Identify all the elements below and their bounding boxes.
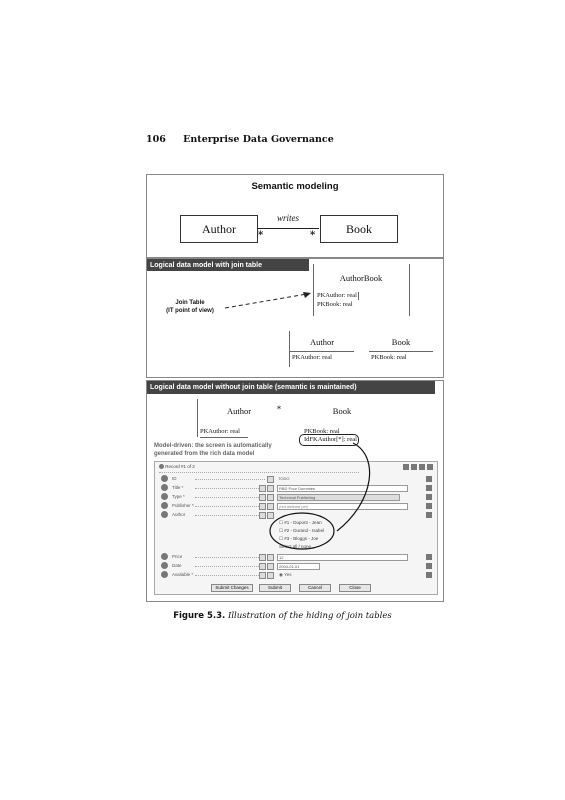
available-radio[interactable]: ◉ Yes — [279, 572, 292, 577]
type-select[interactable]: Technical Publishing — [277, 494, 400, 501]
note-line-1: Model-driven: the screen is automatically — [154, 443, 272, 449]
form-header-text: Record #1 of 2 — [165, 464, 195, 469]
author-entity: Author — [180, 215, 258, 243]
book-divider — [369, 351, 433, 352]
panel-bar: Logical data model without join table (semantic is maintained) — [147, 381, 435, 394]
figure-caption-text: Illustration of the hiding of join tables — [227, 611, 392, 621]
note-line-2: generated from the rich data model — [154, 451, 255, 457]
submit-button[interactable]: Submit — [259, 584, 291, 592]
relation-line — [257, 228, 319, 229]
book-entity: Book — [391, 337, 411, 347]
book-entity: Book — [320, 215, 398, 243]
author-option-1[interactable]: ☐ #1 - Dupont - Jean — [279, 520, 322, 525]
book-field: PKBook: real — [371, 354, 407, 361]
close-button[interactable]: Close — [339, 584, 371, 592]
author-option-3[interactable]: ☐ #3 - Bloggs - Joe — [279, 536, 319, 541]
author-option-3-label: #3 - Bloggs - Joe — [284, 536, 319, 541]
field-label: Date — [172, 563, 182, 568]
author-field: PKAuthor: real — [292, 354, 332, 361]
book-entity: Book — [332, 406, 352, 416]
left-multiplicity: * — [258, 230, 264, 241]
panel-title: Semantic modeling — [251, 181, 339, 192]
author-option-2-label: #2 - Durand - Isabel — [284, 528, 325, 533]
field-label: Price — [172, 554, 183, 559]
authorbook-field-1: PKAuthor: real — [317, 292, 357, 299]
running-title: Enterprise Data Governance — [183, 134, 334, 145]
authorbook-field-sep — [358, 292, 359, 300]
author-option-1-label: #1 - Dupont - Jean — [284, 520, 322, 525]
association-multiplicity: * — [277, 405, 281, 414]
field-label: Publisher * — [172, 503, 194, 508]
field-label: Available * — [172, 572, 194, 577]
book-field-2: IdFKAuthor[*]: real — [304, 436, 357, 443]
field-label: Type * — [172, 494, 185, 499]
join-table-arrow — [223, 289, 313, 311]
page-number: 106 — [146, 134, 166, 145]
authorbook-field-2: PKBook: real — [317, 301, 353, 308]
join-table-label — [155, 299, 225, 315]
relation-label: writes — [276, 213, 299, 223]
join-table-panel — [146, 258, 444, 378]
available-value: Yes — [284, 572, 292, 577]
join-table-label-main: Join Table — [175, 300, 205, 306]
semantic-modeling-panel — [146, 174, 444, 258]
price-field[interactable]: 12 — [277, 554, 408, 561]
no-join-table-panel — [146, 380, 444, 602]
author-callout-overlay — [147, 381, 443, 601]
submit-changes-button[interactable]: Submit Changes — [211, 584, 253, 592]
figure-label: Figure 5.3. — [173, 611, 226, 621]
field-label: Author — [172, 512, 186, 517]
field-label: Title * — [172, 485, 184, 490]
id-field[interactable]: TODO — [278, 476, 290, 481]
select-all-link[interactable]: Select all / none — [279, 544, 312, 549]
title-field[interactable]: RBD Pour Dummies — [277, 485, 408, 492]
authorbook-entity: AuthorBook — [339, 273, 383, 283]
field-label: ID — [172, 476, 177, 481]
publisher-field[interactable]: (not defined yet) — [277, 503, 408, 510]
book-field-1: PKBook: real — [304, 428, 340, 435]
running-head — [146, 134, 334, 145]
author-divider — [290, 351, 354, 352]
author-field: PKAuthor: real — [200, 428, 240, 435]
author-entity: Author — [309, 337, 335, 347]
right-multiplicity: * — [310, 230, 316, 241]
figure-caption — [0, 611, 565, 621]
authorbook-box-left — [313, 264, 314, 316]
date-field[interactable]: 2004-01-01 — [277, 563, 320, 570]
author-entity: Author — [226, 406, 252, 416]
authorbook-box-right — [409, 264, 410, 316]
join-table-label-sub: (IT point of view) — [166, 308, 214, 314]
cancel-button[interactable]: Cancel — [299, 584, 331, 592]
panel-bar: Logical data model with join table — [147, 259, 309, 271]
author-option-2[interactable]: ☐ #2 - Durand - Isabel — [279, 528, 325, 533]
